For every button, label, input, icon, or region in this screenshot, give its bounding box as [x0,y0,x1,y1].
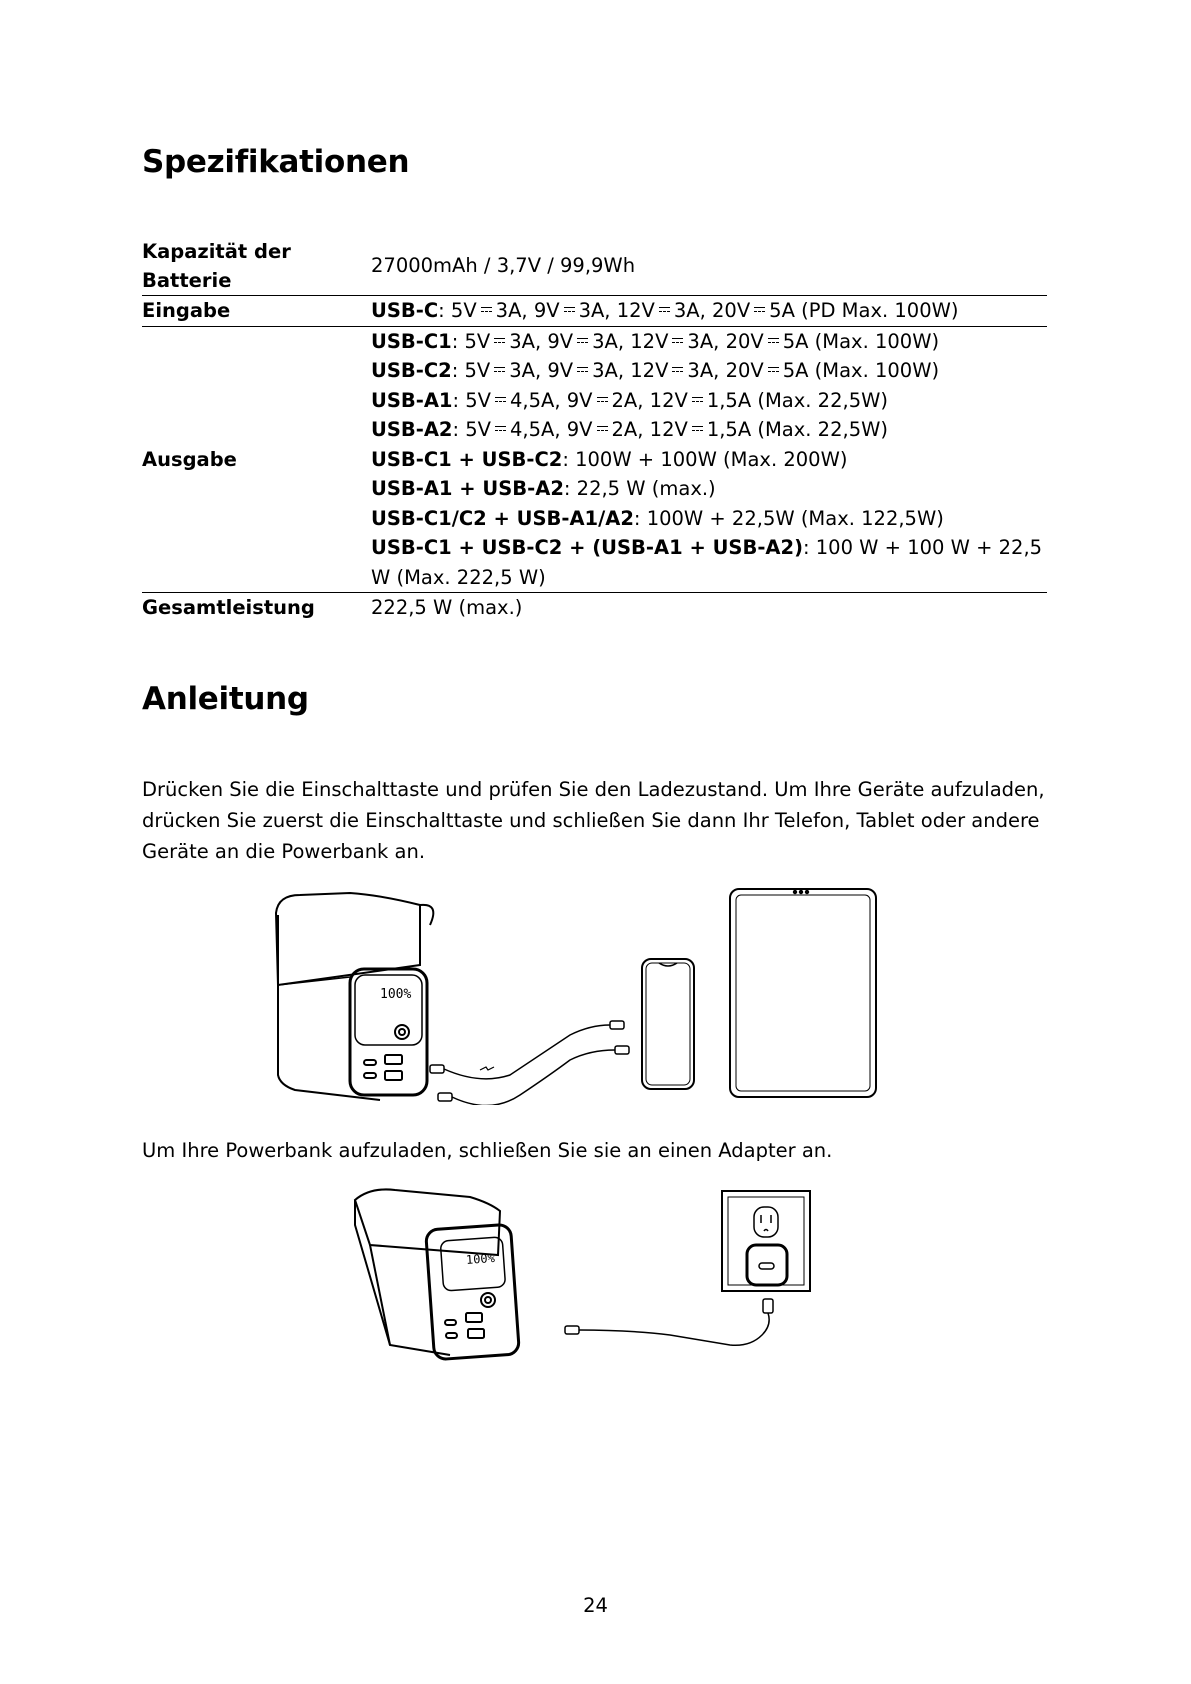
output-usb-a2: USB-A2: 5V 4,5A, 9V 2A, 12V 1,5A (Max. 22,5W) [371,418,888,441]
output-combo-c-a: USB-C1/C2 + USB-A1/A2: 100W + 22,5W (Max. 122,5W) [371,506,944,530]
dc-symbol-icon [494,338,505,345]
table-row-input [142,296,1047,327]
output-combo-all-cont: W (Max. 222,5 W) [371,565,546,589]
usb-cable-icon [565,1299,773,1345]
dc-symbol-icon [597,426,608,433]
wall-adapter-icon [747,1245,787,1285]
dc-symbol-icon [672,367,683,374]
table-row-capacity [142,236,1047,296]
dc-symbol-icon [577,338,588,345]
powerbank-charging-devices-illustration [270,885,930,1105]
output-combo-all: USB-C1 + USB-C2 + (USB-A1 + USB-A2): 100 W + 100 W + 22,5 [371,536,1043,559]
instructions-paragraph-recharge: Um Ihre Powerbank aufzuladen, schließen Sie sie an einen Adapter an. [142,1139,833,1162]
dc-symbol-icon [481,307,492,314]
input-line: USB-C: 5V 3A, 9V 3A, 12V 3A, 20V 5A (PD Max. 100W) [371,299,959,322]
dc-symbol-icon [495,426,506,433]
dc-symbol-icon [494,367,505,374]
dc-symbol-icon [597,397,608,404]
dc-symbol-icon [659,307,670,314]
capacity-label [142,236,371,296]
powerbank-display-text: 100% [380,987,412,1002]
total-value: 222,5 W (max.) [371,596,523,619]
output-usb-a1: USB-A1: 5V 4,5A, 9V 2A, 12V 1,5A (Max. 22,5W) [371,388,888,412]
output-value [371,326,1047,593]
smartphone-icon [642,959,694,1089]
instructions-paragraph-charge-devices: Drücken Sie die Einschalttaste und prüfen Sie den Ladezustand. Um Ihre Geräte aufzuladen, drücken Sie zuerst die Einschalttaste und schließen Sie dann Ihr Telefon, Tablet oder andere Geräte an die Powerbank an. [142,778,1045,863]
powerbank-recharge-illustration [350,1185,850,1365]
dc-symbol-icon [495,397,506,404]
dc-symbol-icon [754,307,765,314]
powerbank-icon [355,1189,519,1359]
dc-symbol-icon [768,367,779,374]
dc-symbol-icon [692,426,703,433]
dc-symbol-icon [577,367,588,374]
table-row-total [142,593,1047,623]
usb-cables-icon [430,1021,629,1105]
output-combo-c1-c2: USB-C1 + USB-C2: 100W + 100W (Max. 200W) [371,447,848,471]
dc-symbol-icon [768,338,779,345]
input-value [371,296,1047,327]
powerbank-display-text: 100% [465,1250,496,1267]
capacity-value: 27000mAh / 3,7V / 99,9Wh [371,236,1047,296]
output-usb-c2: USB-C2: 5V 3A, 9V 3A, 12V 3A, 20V 5A (Max. 100W) [371,359,940,382]
table-row-output [142,326,1047,593]
specifications-table [142,236,1047,623]
input-label: Eingabe [142,296,371,327]
capacity-label-line1: Kapazität der [142,240,291,263]
dc-symbol-icon [692,397,703,404]
output-label: Ausgabe [142,326,371,593]
instructions-heading: Anleitung [142,681,309,717]
output-combo-a1-a2: USB-A1 + USB-A2: 22,5 W (max.) [371,477,716,500]
capacity-label-line2: Batterie [142,269,232,292]
dc-symbol-icon [672,338,683,345]
page-number: 24 [583,1594,608,1617]
tablet-icon [730,889,876,1097]
wall-outlet-icon [722,1191,810,1291]
specifications-heading: Spezifikationen [142,144,410,180]
output-usb-c1: USB-C1: 5V 3A, 9V 3A, 12V 3A, 20V 5A (Max. 100W) [371,329,940,353]
dc-symbol-icon [564,307,575,314]
total-label: Gesamtleistung [142,596,315,619]
